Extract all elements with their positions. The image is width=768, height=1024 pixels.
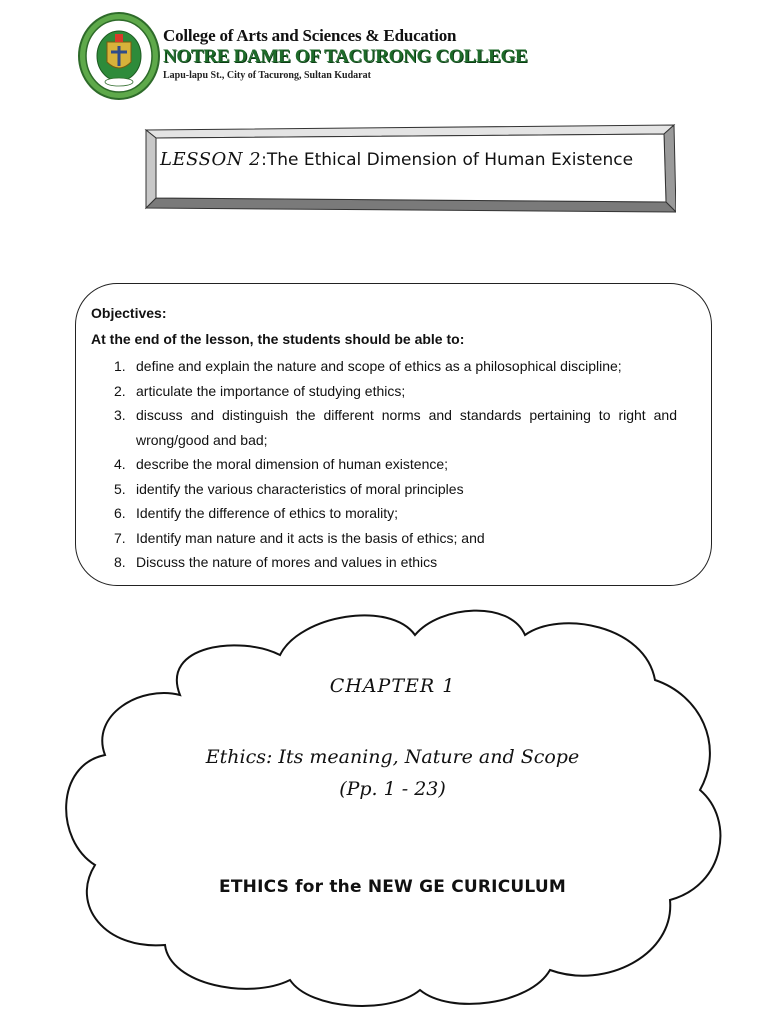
objective-text: define and explain the nature and scope of ethics as a philosophical discipline; xyxy=(136,358,622,374)
school-seal-icon xyxy=(78,12,160,100)
objective-text: describe the moral dimension of human existence; xyxy=(136,456,449,472)
objectives-box xyxy=(75,283,712,586)
objective-item xyxy=(91,403,677,452)
objective-item xyxy=(91,452,677,477)
school-address: Lapu-lapu St., City of Tacurong, Sultan Kudarat xyxy=(163,70,371,81)
lesson-heading xyxy=(160,149,633,170)
objectives-list xyxy=(91,354,677,575)
header-text xyxy=(163,26,527,83)
objective-text: Identify man nature and it acts is the basis of ethics; and xyxy=(136,529,485,546)
cloud-shape xyxy=(60,605,725,1010)
chapter-pages: (Pp. 1 - 23) xyxy=(339,778,446,800)
lesson-number: LESSON 2 xyxy=(160,149,262,170)
objective-item xyxy=(91,501,677,526)
lesson-title: The Ethical Dimension of Human Existence xyxy=(266,150,634,170)
chapter-title xyxy=(60,741,725,805)
lesson-separator: : xyxy=(261,150,267,170)
objective-number: 2. xyxy=(114,382,126,399)
objective-item xyxy=(91,354,677,379)
objective-text: identify the various characteristics of moral principles xyxy=(136,480,464,497)
objective-text: Identify the difference of ethics to morality; xyxy=(136,505,398,521)
objective-item xyxy=(91,526,677,551)
objective-number: 8. xyxy=(114,554,126,570)
objective-number: 5. xyxy=(114,480,126,497)
objectives-intro: At the end of the lesson, the students should be able to: xyxy=(91,331,465,347)
chapter-label: CHAPTER 1 xyxy=(329,675,456,697)
objective-item xyxy=(91,379,677,404)
lesson-banner xyxy=(144,124,676,214)
objective-number: 3. xyxy=(114,407,126,423)
objective-text: Discuss the nature of mores and values in ethics xyxy=(136,554,438,570)
course-title: ETHICS for the NEW GE CURICULUM xyxy=(219,877,566,897)
objective-item xyxy=(91,477,677,502)
objective-number: 7. xyxy=(114,529,126,546)
objective-number: 6. xyxy=(114,505,126,521)
objectives-heading: Objectives: xyxy=(91,305,167,321)
school-name: NOTRE DAME OF TACURONG COLLEGE xyxy=(163,46,528,67)
chapter-title-line: Ethics: Its meaning, Nature and Scope xyxy=(205,746,580,768)
objective-text: discuss and distinguish the different norms and standards pertaining to right and wrong/good and bad; xyxy=(136,407,677,448)
college-name: College of Arts and Sciences & Education xyxy=(163,26,457,45)
objective-number: 1. xyxy=(114,358,126,374)
objective-text: articulate the importance of studying ethics; xyxy=(136,382,406,399)
objective-number: 4. xyxy=(114,456,126,472)
objective-item xyxy=(91,550,677,575)
chapter-cloud xyxy=(60,605,725,1010)
